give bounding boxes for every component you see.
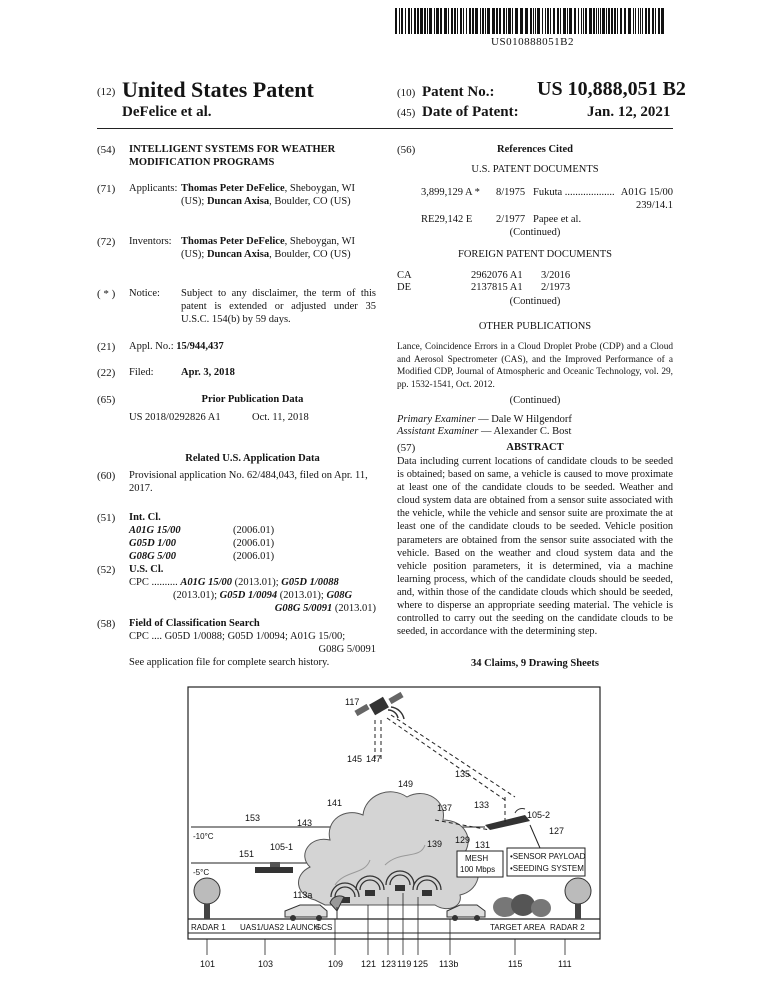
sensor-payload-label: •SENSOR PAYLOAD <box>510 852 586 861</box>
barcode <box>395 8 670 34</box>
barcode-bar <box>581 8 582 34</box>
filed-date: Apr. 3, 2018 <box>181 367 235 378</box>
notice-text: Subject to any disclaimer, the term of this patent is extended or adjusted under 35 U.S.C. 154(b) by 59 days. <box>181 288 376 325</box>
barcode-bar <box>600 8 601 34</box>
applicants-code: (71) <box>97 183 116 195</box>
inventor2-loc: , Boulder, CO (US) <box>269 249 351 260</box>
ref-139: 139 <box>427 839 443 849</box>
abstract-title: ABSTRACT <box>506 442 564 453</box>
barcode-bar <box>405 8 406 34</box>
barcode-bar <box>482 8 484 34</box>
assistant-examiner-name: — Alexander C. Bost <box>481 426 572 437</box>
field-line: G08G 5/0091 <box>318 644 376 655</box>
barcode-bar <box>578 8 579 34</box>
label-uas-launch: UAS1/UAS2 LAUNCH <box>240 923 320 932</box>
barcode-bar <box>499 8 501 34</box>
refs-code: (56) <box>397 144 416 156</box>
barcode-bar <box>624 8 626 34</box>
ref-141: 141 <box>327 798 343 808</box>
provisional-text: Provisional application No. 62/484,043, filed on Apr. 11, 2017. <box>129 470 368 494</box>
barcode-bar <box>417 8 419 34</box>
seeding-system-label: •SEEDING SYSTEM <box>510 864 584 873</box>
barcode-bar <box>440 8 442 34</box>
ref-105-2: 105-2 <box>527 810 551 820</box>
barcode-bar <box>427 8 428 34</box>
title-code: (54) <box>97 144 116 156</box>
barcode-bar <box>454 8 456 34</box>
applicant1-name: Thomas Peter DeFelice <box>181 183 285 194</box>
ref-143: 143 <box>297 818 313 828</box>
notice-code: ( * ) <box>97 288 116 300</box>
barcode-bar <box>448 8 449 34</box>
gcs-antenna-icon <box>330 896 344 919</box>
cpc-class: G05D 1/0088 <box>281 577 339 588</box>
foreign-doc-country: DE <box>397 282 411 293</box>
ref-121: 121 <box>361 959 377 969</box>
barcode-bar <box>614 8 616 34</box>
barcode-bar <box>515 8 518 34</box>
foreign-doc-country: CA <box>397 270 412 281</box>
label-radar-2: RADAR 2 <box>550 923 585 932</box>
barcode-bar <box>593 8 595 34</box>
barcode-bar <box>420 8 423 34</box>
us-docs-title: U.S. PATENT DOCUMENTS <box>471 164 599 175</box>
barcode-bar <box>480 8 481 34</box>
barcode-bar <box>652 8 654 34</box>
barcode-bar <box>401 8 403 34</box>
barcode-bar <box>533 8 534 34</box>
code-10: (10) <box>397 87 416 99</box>
barcode-bar <box>451 8 453 34</box>
ref-151: 151 <box>239 849 255 859</box>
us-doc-date: 8/1975 <box>496 187 526 198</box>
other-pubs-title: OTHER PUBLICATIONS <box>478 321 592 332</box>
code-45: (45) <box>397 107 416 119</box>
appl-number: 15/944,437 <box>176 341 224 352</box>
barcode-bar <box>429 8 432 34</box>
ref-101: 101 <box>200 959 216 969</box>
other-pubs-text: Lance, Coincidence Errors in a Cloud Droplet Probe (CDP) and a Cloud and Aerosol Spectrometer (CAS), and the Improved Performance of a Modified CDP, Journal of Atmospheric and Oceanic Technology, vol. 29, pp. 1532-1541, Oct. 2012. <box>397 342 673 390</box>
barcode-bar <box>542 8 543 34</box>
barcode-bar <box>535 8 536 34</box>
applicant1-loc: , Sheboygan, WI (US); <box>181 183 355 207</box>
barcode-bar <box>492 8 495 34</box>
filed-label: Filed: <box>129 367 154 378</box>
appl-line <box>129 340 224 353</box>
ref-113b: 113b <box>439 959 459 969</box>
continued: (Continued) <box>509 227 561 238</box>
temp-10c: -10°C <box>193 832 214 841</box>
intcl-label: Int. Cl. <box>129 512 161 523</box>
cpc-line1 <box>129 576 376 589</box>
mesh-speed: 100 Mbps <box>460 865 496 874</box>
cpc-line2: (2013.01); G05D 1/0094 (2013.01); G08G <box>173 590 353 601</box>
barcode-bar <box>475 8 478 34</box>
ref-123: 123 <box>381 959 397 969</box>
label-gcs: GCS <box>315 923 333 932</box>
barcode-bar <box>512 8 513 34</box>
ref-147: 147 <box>366 754 382 764</box>
barcode-bar <box>642 8 643 34</box>
field-line: See application file for complete search history. <box>129 657 330 668</box>
inventors-code: (72) <box>97 236 116 248</box>
barcode-bar <box>635 8 636 34</box>
ref-105-1: 105-1 <box>270 842 294 852</box>
filed-code: (22) <box>97 367 116 379</box>
field-line: CPC .... G05D 1/0088; G05D 1/0094; A01G 15/00; <box>129 631 346 642</box>
barcode-bar <box>606 8 607 34</box>
barcode-bar <box>525 8 528 34</box>
intcl-class: G05D 1/00 <box>129 538 176 549</box>
code-12: (12) <box>97 86 116 98</box>
temp-5c: -5°C <box>193 868 210 877</box>
cpc-class: G05D 1/0094 <box>219 590 278 601</box>
header-rule <box>97 128 673 129</box>
inventor1-loc: , Sheboygan, WI (US); <box>181 236 355 260</box>
cpc-line3 <box>129 602 376 615</box>
ref-131: 131 <box>475 840 491 850</box>
ref-135: 135 <box>455 769 471 779</box>
ref-145: 145 <box>347 754 363 764</box>
intcl-class: A01G 15/00 <box>129 525 181 536</box>
barcode-bar <box>638 8 639 34</box>
barcode-bar <box>563 8 566 34</box>
barcode-bar <box>645 8 647 34</box>
barcode-bar <box>487 8 490 34</box>
drone-105-1-icon <box>255 862 293 873</box>
field-label: Field of Classification Search <box>129 618 260 629</box>
cpc-date: (2013.01); <box>173 590 218 601</box>
barcode-bar <box>628 8 631 34</box>
barcode-bar <box>633 8 634 34</box>
barcode-number: US010888051B2 <box>491 36 574 48</box>
us-doc-number: 3,899,129 A * <box>421 187 480 198</box>
barcode-bar <box>553 8 555 34</box>
barcode-bar <box>466 8 467 34</box>
related-title: Related U.S. Application Data <box>185 453 320 464</box>
cpc-date: (2013.01) <box>334 603 376 614</box>
appl-code: (21) <box>97 341 116 353</box>
barcode-bar <box>395 8 397 34</box>
label-radar-1: RADAR 1 <box>191 923 226 932</box>
barcode-bar <box>444 8 447 34</box>
barcode-bar <box>658 8 660 34</box>
prior-code: (65) <box>97 394 116 406</box>
inventors-short: DeFelice et al. <box>122 104 212 120</box>
intcl-version: (2006.01) <box>233 551 275 562</box>
us-doc-number: RE29,142 E <box>421 214 473 225</box>
ref-133: 133 <box>474 800 490 810</box>
mesh-label: MESH <box>465 854 489 863</box>
us-doc-name: Papee et al. <box>533 214 582 225</box>
barcode-bar <box>560 8 561 34</box>
barcode-bar <box>463 8 464 34</box>
barcode-bar <box>520 8 523 34</box>
radar-2-icon <box>565 878 591 919</box>
primary-examiner-label: Primary Examiner <box>397 414 476 425</box>
patent-title: INTELLIGENT SYSTEMS FOR WEATHER MODIFICATION PROGRAMS <box>129 144 336 168</box>
barcode-bar <box>598 8 599 34</box>
ref-129: 129 <box>455 835 471 845</box>
inventor2-name: Duncan Axisa <box>206 249 270 260</box>
cpc-date: (2013.01); <box>279 590 324 601</box>
abstract-text: Data including current locations of candidate clouds to be seeded is obtained; based on same, a vehicle is caused to move proximate at least one of the candidate clouds to be seeded. Weather and cloud system data are obtained from a sensor suite associated with the vehicle, while the vehicle and sensor suite are proximate the at least one of the candidate clouds to be seeded. Vehicle position parameters are obtained from the sensor suite associated with the vehicle. Based on the weather and cloud system data and the vehicle position parameters, it is determined, via a machine learning process, which of the candidate clouds should be seeded, and, within those of the candidate clouds which should be seeded, where to disperse an appropriate seeding material. The vehicle is controlled to carry out the seeding on the candidate clouds to be seeded, in accordance with the determining step. <box>397 456 673 638</box>
appl-label: Appl. No.: <box>129 341 174 352</box>
ref-111: 111 <box>558 959 572 969</box>
cpc-class: G08G 5/0091 <box>274 603 333 614</box>
provisional-code: (60) <box>97 470 116 482</box>
barcode-bar <box>661 8 664 34</box>
inventors-label: Inventors: <box>129 236 172 247</box>
us-doc-class: A01G 15/00 <box>620 187 673 198</box>
barcode-bar <box>620 8 622 34</box>
barcode-bar <box>617 8 618 34</box>
ref-119: 119 <box>397 959 412 969</box>
barcode-bar <box>457 8 458 34</box>
barcode-bar <box>547 8 549 34</box>
ref-115: 115 <box>508 959 523 969</box>
refs-title: References Cited <box>497 144 573 155</box>
ref-113a: 113a <box>293 890 313 900</box>
us-doc-name: Fukuta ................... <box>533 187 615 198</box>
us-doc-date: 2/1977 <box>496 214 526 225</box>
foreign-doc-number: 2962076 A1 <box>471 270 523 281</box>
barcode-bar <box>648 8 650 34</box>
barcode-bar <box>611 8 613 34</box>
barcode-bar <box>602 8 605 34</box>
barcode-bar <box>585 8 587 34</box>
sensor-pointer <box>530 825 540 848</box>
foreign-docs-title: FOREIGN PATENT DOCUMENTS <box>457 249 613 260</box>
barcode-bar <box>569 8 572 34</box>
ref-137: 137 <box>437 803 453 813</box>
barcode-bar <box>589 8 592 34</box>
barcode-bar <box>436 8 439 34</box>
abstract-code: (57) <box>397 442 416 454</box>
cpc-class: A01G 15/00 <box>180 577 232 588</box>
inventors-text <box>181 235 376 261</box>
radar-1-icon <box>194 878 220 919</box>
us-doc-class: 239/14.1 <box>635 200 673 211</box>
target-area-trees-icon <box>493 894 551 917</box>
intcl-class: G08G 5/00 <box>129 551 176 562</box>
barcode-bar <box>503 8 505 34</box>
prior-date: Oct. 11, 2018 <box>252 412 309 423</box>
barcode-bar <box>472 8 474 34</box>
patent-country: United States Patent <box>122 77 314 102</box>
field-code: (58) <box>97 618 116 630</box>
intcl-version: (2006.01) <box>233 538 275 549</box>
continued: (Continued) <box>509 296 561 307</box>
barcode-bar <box>567 8 568 34</box>
barcode-bar <box>408 8 410 34</box>
ref-125: 125 <box>413 959 429 969</box>
barcode-bar <box>557 8 559 34</box>
barcode-bar <box>574 8 576 34</box>
barcode-bar <box>655 8 656 34</box>
barcode-bar <box>485 8 486 34</box>
claims-count: 34 Claims, 9 Drawing Sheets <box>470 658 600 669</box>
cpc-prefix: CPC .......... <box>129 577 178 588</box>
intcl-version: (2006.01) <box>233 525 275 536</box>
ref-149: 149 <box>398 779 414 789</box>
drone-105-2-icon <box>485 808 530 830</box>
patent-no-label: Patent No.: <box>422 84 495 100</box>
ref-127: 127 <box>549 826 565 836</box>
barcode-bar <box>469 8 471 34</box>
barcode-bar <box>508 8 511 34</box>
barcode-bar <box>640 8 641 34</box>
primary-examiner-name: — Dale W Hilgendorf <box>478 414 572 425</box>
barcode-bar <box>411 8 412 34</box>
ref-117: 117 <box>345 697 360 707</box>
applicants-label: Applicants: <box>129 183 178 194</box>
label-target-area: TARGET AREA <box>490 923 546 932</box>
barcode-bar <box>596 8 597 34</box>
foreign-doc-date: 3/2016 <box>541 270 571 281</box>
cpc-date: (2013.01); <box>234 577 279 588</box>
applicant2-loc: , Boulder, CO (US) <box>269 196 351 207</box>
inventor1-name: Thomas Peter DeFelice <box>181 236 285 247</box>
barcode-bar <box>608 8 610 34</box>
date-label: Date of Patent: <box>422 104 519 120</box>
barcode-bar <box>506 8 507 34</box>
barcode-bar <box>414 8 416 34</box>
uscl-label: U.S. Cl. <box>129 564 164 575</box>
continued: (Continued) <box>509 395 561 406</box>
barcode-bar <box>496 8 498 34</box>
patent-date: Jan. 12, 2021 <box>587 104 671 120</box>
applicants-text <box>181 182 376 208</box>
patent-figure <box>185 685 605 985</box>
barcode-bar <box>583 8 584 34</box>
foreign-doc-date: 2/1973 <box>541 282 571 293</box>
barcode-bar <box>434 8 435 34</box>
barcode-bar <box>550 8 551 34</box>
applicant2-name: Duncan Axisa <box>206 196 270 207</box>
ref-103: 103 <box>258 959 274 969</box>
ref-153: 153 <box>245 813 261 823</box>
barcode-bar <box>545 8 546 34</box>
satellite-icon <box>354 692 404 719</box>
barcode-bar <box>460 8 462 34</box>
patent-number: US 10,888,051 B2 <box>537 78 686 100</box>
intcl-code: (51) <box>97 512 116 524</box>
foreign-doc-number: 2137815 A1 <box>471 282 523 293</box>
assistant-examiner-label: Assistant Examiner <box>397 426 479 437</box>
barcode-bar <box>530 8 532 34</box>
assistant-examiner <box>397 425 571 438</box>
prior-pub: US 2018/0292826 A1 <box>129 412 221 423</box>
uscl-code: (52) <box>97 564 116 576</box>
prior-title: Prior Publication Data <box>201 394 304 405</box>
ref-109: 109 <box>328 959 344 969</box>
barcode-bar <box>399 8 400 34</box>
notice-label: Notice: <box>129 288 160 299</box>
barcode-bar <box>537 8 540 34</box>
barcode-bar <box>424 8 426 34</box>
